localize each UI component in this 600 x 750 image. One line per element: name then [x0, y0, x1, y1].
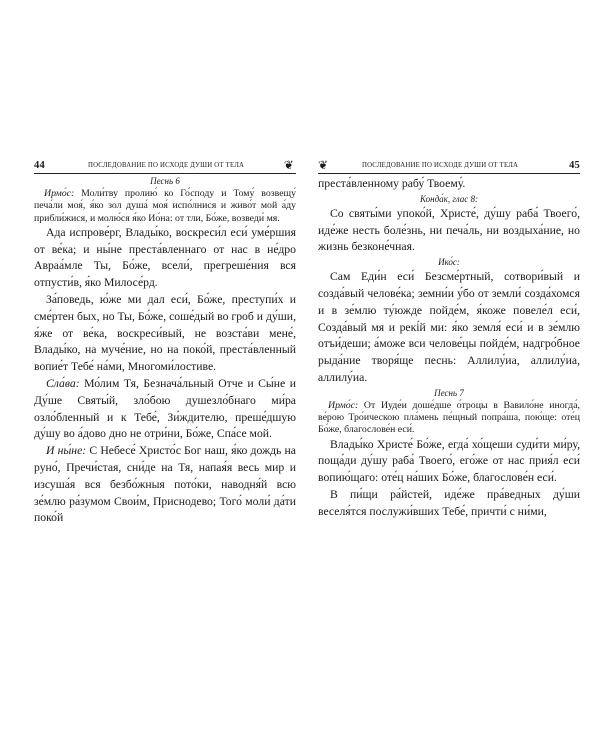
right-page-number: 45 — [569, 160, 580, 171]
left-running-head: ПОСЛЕДОВАНИЕ ПО ИСХОДЕ ДУШИ ОТ ТЕЛА — [88, 162, 245, 169]
irmos-label: Ирмо́с: — [328, 399, 359, 411]
kondak-heading: Конда́к, глас 8: — [419, 193, 479, 204]
left-page — [34, 160, 296, 527]
irmos-text: Моли́тву пролию́ ко Го́споду и Тому́ возвещу́ печа́ли моя́, я́ко зол душа́ моя́ испо́лнися и живо́т мой а́ду прибли́жися, и молю́ся я́ко Ио́на: от тли, Бо́же, возведи́ мя. — [34, 188, 296, 224]
troparion-1: Ада испрове́рг, Влады́ко, воскреси́л еси́ уме́ршия от ве́ка; и ны́не преста́вленнаго от нас в не́дро Авраа́мле Ты, Бо́же, всели́, прегреше́ния вся отпусти́в, я́ко Милосе́рд. — [34, 225, 296, 290]
glory-paragraph — [34, 376, 296, 443]
ornament-icon: ❦ — [283, 158, 294, 172]
left-page-number: 44 — [34, 160, 45, 171]
troparion-1: Влады́ко Христе́ Бо́же, егда́ хо́щеши суди́ти ми́ру, поща́ди ду́шу раба́ Твоего́, его́же от нас прия́л еси́ вопию́щаго: оте́ц на́ших Бо́же, благослове́н еси́. — [318, 437, 580, 485]
now-text: С Небесе́ Христо́с Бог наш, я́ко дождь на руно́, Пречи́стая, сни́де на Тя, напая́я весь мир и изсуша́я вся безбо́жныя пото́ки, наводня́й всю зе́млю ра́зумом Свои́м, Приснодево; Того́ моли́ да́ти поко́й — [34, 444, 296, 525]
irmos-paragraph — [34, 188, 296, 225]
irmos-label: Ирмо́с: — [44, 188, 75, 199]
now-label: И ны́не: — [46, 444, 87, 458]
right-page — [318, 160, 580, 521]
glory-label: Сла́ва: — [46, 377, 80, 391]
right-text-block — [318, 176, 580, 521]
ikos-heading: Ико́с: — [438, 257, 460, 268]
right-page-header — [318, 160, 580, 174]
now-paragraph — [34, 443, 296, 527]
ornament-icon: ❦ — [318, 158, 329, 172]
song-6-heading: Песнь 6 — [150, 176, 180, 186]
right-running-head: ПОСЛЕДОВАНИЕ ПО ИСХОДЕ ДУШИ ОТ ТЕЛА — [362, 162, 519, 169]
irmos-text: От Иуде́и доше́дше о́троцы в Вавило́не иногда́, ве́рою Тро́ическою пла́мень пе́щный попра́ша, пою́ще: оте́ц Бо́же, благослове́н еси́. — [318, 399, 580, 436]
ikos-text: Сам Еди́н еси́ Безсме́ртный, сотвори́вый и созда́вый челове́ка; земни́и у́бо от земли́ созда́хомся и в зе́млю ту́южде пойде́м, я́коже повеле́л еси́, Созда́вый мя и рекі́й ми: я́ко земля́ еси́ и в зе́млю отъи́деши; а́може вси челове́цы пойде́м, надгро́бное рыда́ние творя́ще песнь: Аллилу́иа, аллилу́иа, аллилу́иа. — [318, 270, 580, 384]
kondak-text: Со святы́ми упоко́й, Христе́, ду́шу раба́ Твоего́, иде́же несть боле́знь, ни печа́ль, ни воздыха́ние, но жизнь безконе́чная. — [318, 206, 580, 254]
left-page-header — [34, 160, 296, 174]
irmos-paragraph — [318, 400, 580, 437]
troparion-2: В пи́щи ра́йстей, иде́же пра́ведных ду́ши веселя́тся послужи́вших Тебе́, причти́ с ни́ми, — [318, 488, 580, 518]
left-text-block — [34, 176, 296, 527]
song-7-heading: Песнь 7 — [434, 387, 464, 398]
glory-text: Мо́лим Тя, Безнача́льный Отче и Сы́не и Ду́ше Святы́й, зло́бою душезло́бнаго ми́ра озло́бленный и к Тебе́, Зи́ждителю, преше́дшую ду́шу во а́дово дно не отри́ни, Бо́же, Спа́се мой. — [34, 377, 296, 441]
continuation-line: преста́вленному рабу́ Твоему́. — [318, 177, 466, 190]
troparion-2: За́поведь, ю́же ми дал еси́, Бо́же, преступи́х и сме́ртен бых, но Ты, Бо́же, соше́дый во гроб и ду́ши, я́же от ве́ка, воскреси́вый, не возста́ви мене́, Влады́ко, на муче́ние, но на поко́й, преста́вленный вопие́т Тебе́ на́ми, Многоми́лостиве. — [34, 293, 296, 374]
